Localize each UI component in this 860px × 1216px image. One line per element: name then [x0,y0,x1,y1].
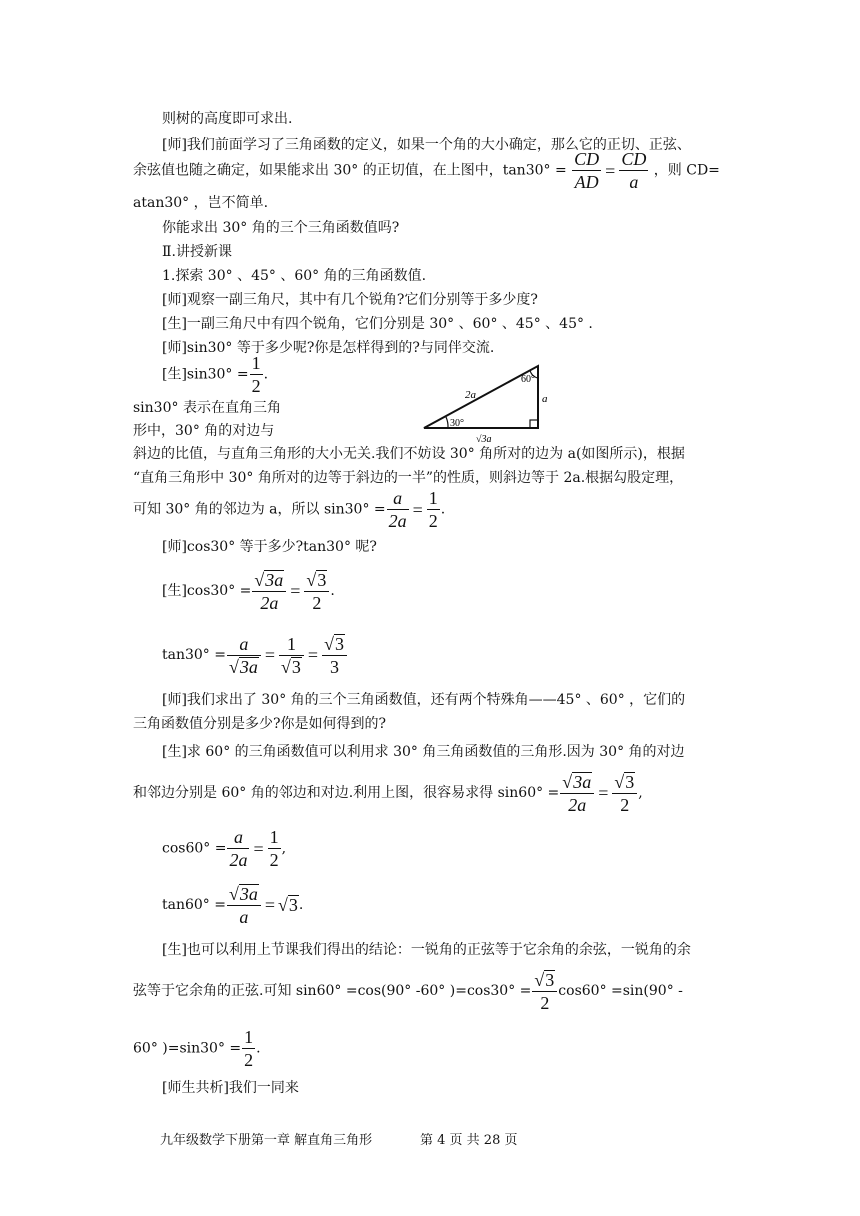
denominator: 2 [312,592,322,613]
numerator: √3a [227,883,261,906]
text-segment: 60° )=sin30° = [133,1040,242,1057]
denominator: √3a [228,656,258,677]
radicand: 3 [334,633,344,654]
text-line: [师]我们前面学习了三角函数的定义，如果一个角的大小确定，那么它的正切、正弦、 [162,137,691,153]
denominator: a [629,172,639,192]
radicand: 3 [545,969,555,990]
text-line: [师]我们求出了 30° 角的三个三角函数值，还有两个特殊角——45° 、60° ，它们的 [162,692,686,708]
text-segment: [生]cos30° = [162,583,252,599]
fraction [227,633,261,678]
text-line: 1.探索 30° 、45° 、60° 角的三角函数值. [162,268,427,284]
text-segment: cos60° = [162,840,227,857]
text-line: 形中，30° 角的对边与 [133,423,275,439]
text-segment: ，则 CD= [653,162,720,179]
radicand: 3 [625,771,635,792]
denominator: 2a [260,592,279,613]
numerator: √3 [322,633,347,656]
fraction [387,487,409,532]
text-line: [生]cos30° = $\frac{√3a}{2a}$ = $\frac{√3}{2}$ . [162,569,335,613]
text-segment: 可知 30° 角的邻边为 a，所以 sin30° = [133,501,386,518]
text-segment: 余弦值也随之确定，如果能求出 30° 的正切值，在上图中，tan30° = [133,162,567,179]
text-line [133,966,683,1016]
fraction [532,969,557,1014]
triangle-figure [420,360,550,446]
fraction [560,771,594,816]
fraction [304,569,329,614]
denominator: 2 [428,511,438,531]
denominator: 2 [620,794,630,815]
numerator: 1 [244,1027,254,1047]
denominator: 2 [251,376,261,396]
numerator: √3a [560,771,594,794]
section-heading: Ⅱ.讲授新课 [162,244,232,260]
numerator: 1 [279,633,304,656]
fraction [427,487,440,532]
text-line: [师]观察一副三角尺，其中有几个锐角?它们分别等于多少度? [162,292,538,308]
fraction [279,633,304,678]
text-segment: . [330,583,335,599]
fraction [227,883,261,928]
text-segment: 弦等于它余角的正弦.可知 sin60° =cos(90° -60° )=cos30° = [133,983,532,999]
text-line: atan30° ，岂不简单. [133,195,269,211]
denominator: 2a [388,511,407,531]
fraction [242,1026,255,1071]
angle-60-label: 60° [521,374,535,385]
radicand: 3a [573,771,592,792]
text-segment: . [256,1040,261,1057]
fraction [250,352,263,397]
text-line [133,1026,261,1071]
text-line: tan30° = $\frac{a}{√3a}$ = $\frac{1}{√3}$ = $\frac{√3}{3}$ [162,630,348,680]
radicand: 3a [265,569,284,590]
text-line: [师]cos30° 等于多少?tan30° 呢? [162,539,377,555]
text-line: tan60° = $\frac{√3a}{a}$ = √3. [162,883,304,927]
denominator: √3 [281,656,301,677]
text-line: [生]一副三角尺中有四个锐角，它们分别是 30° 、60° 、45° 、45° . [162,316,593,332]
radicand: 3 [317,569,327,590]
radicand: 3a [239,656,258,677]
denominator: AD [574,172,599,192]
text-line: 你能求出 30° 角的三个三角函数值吗? [162,220,400,236]
text-line: [生]也可以利用上节课我们得出的结论：一锐角的正弦等于它余角的余弦，一锐角的余 [162,942,691,958]
text-line: [生]求 60° 的三角函数值可以利用求 30° 角三角函数值的三角形.因为 30° 角的对边 [162,744,685,760]
text-segment: 和邻边分别是 60° 角的邻边和对边.利用上图，很容易求得 sin60° = [133,785,560,801]
fraction [252,569,286,614]
text-line: 则树的高度即可求出. [162,111,293,127]
text-line: 和邻边分别是 60° 角的邻边和对边.利用上图，很容易求得 sin60° = $\frac{√3a}{2a}$ = $\frac{√3}{2}$ , [133,771,643,815]
fraction [619,148,648,193]
text-line: 斜边的比值，与直角三角形的大小无关.我们不妨设 30° 角所对的边为 a(如图所示)，根据 [133,446,685,462]
denominator: 2a [568,794,587,815]
angle-30-label: 30° [450,418,464,429]
numerator: a [227,826,249,849]
text-line: “直角三角形中 30° 角所对的边等于斜边的一半”的性质，则斜边等于 2a.根据勾股定理， [133,470,684,486]
numerator: CD [574,149,600,169]
text-line: [师]sin30° 等于多少呢?你是怎样得到的?与同伴交流. [162,340,495,356]
numerator: 1 [251,353,261,373]
denominator: 2 [269,850,279,870]
text-segment: . [298,897,304,913]
text-segment: [生]sin30° = [162,366,249,383]
text-segment: , [281,840,287,857]
fraction [572,148,601,193]
radicand: 3 [291,656,301,677]
numerator: √3 [612,771,637,794]
text-segment: cos60° =sin(90° - [558,983,683,999]
numerator: a [227,633,261,656]
text-line: 可知 30° 角的邻边为 a，所以 sin30° = $\frac{a}{2a}$ = $\frac{1}{2}$ . [133,488,446,531]
fraction [612,771,637,816]
text-line [162,352,268,397]
numerator: √3a [252,569,286,592]
text-segment: tan60° = [162,897,226,913]
denominator: 2 [540,992,550,1013]
numerator: 1 [428,488,438,508]
fraction [322,633,347,678]
text-line: cos60° = $\frac{a}{2a}$ = $\frac{1}{2}$ , [162,827,287,870]
numerator: √3 [532,969,557,992]
denominator: 2a [229,850,248,870]
numerator: CD [621,149,647,169]
numerator: 1 [269,827,279,847]
denominator: 3 [330,656,340,677]
adjacent-side-label: √3a [476,434,492,445]
text-segment: , [638,785,643,801]
denominator: a [239,906,249,927]
footer-left: 九年级数学下册第一章 解直角三角形 [160,1133,373,1148]
numerator: a [387,487,409,510]
footer-page-number: 第 4 页 共 28 页 [420,1133,518,1148]
text-segment: tan30° = [162,647,226,663]
text-line: sin30° 表示在直角三角 [133,400,281,416]
fraction [227,826,249,871]
denominator: 2 [244,1050,254,1070]
text-line: [师生共析]我们一同来 [162,1080,299,1096]
radicand: 3a [239,883,258,904]
fraction [268,826,281,871]
hypotenuse-label: 2a [465,389,476,401]
text-segment: . [263,366,269,383]
text-line: 余弦值也随之确定，如果能求出 30° 的正切值，在上图中，tan30° = $\frac{CD}{AD}$ = $\frac{CD}{a}$ ，则 CD= [133,149,720,192]
numerator: √3 [304,569,329,592]
text-segment: . [440,501,446,518]
text-line: 三角函数值分别是多少?你是如何得到的? [133,716,387,732]
opposite-side-label: a [542,393,548,405]
radicand: 3 [288,895,298,915]
